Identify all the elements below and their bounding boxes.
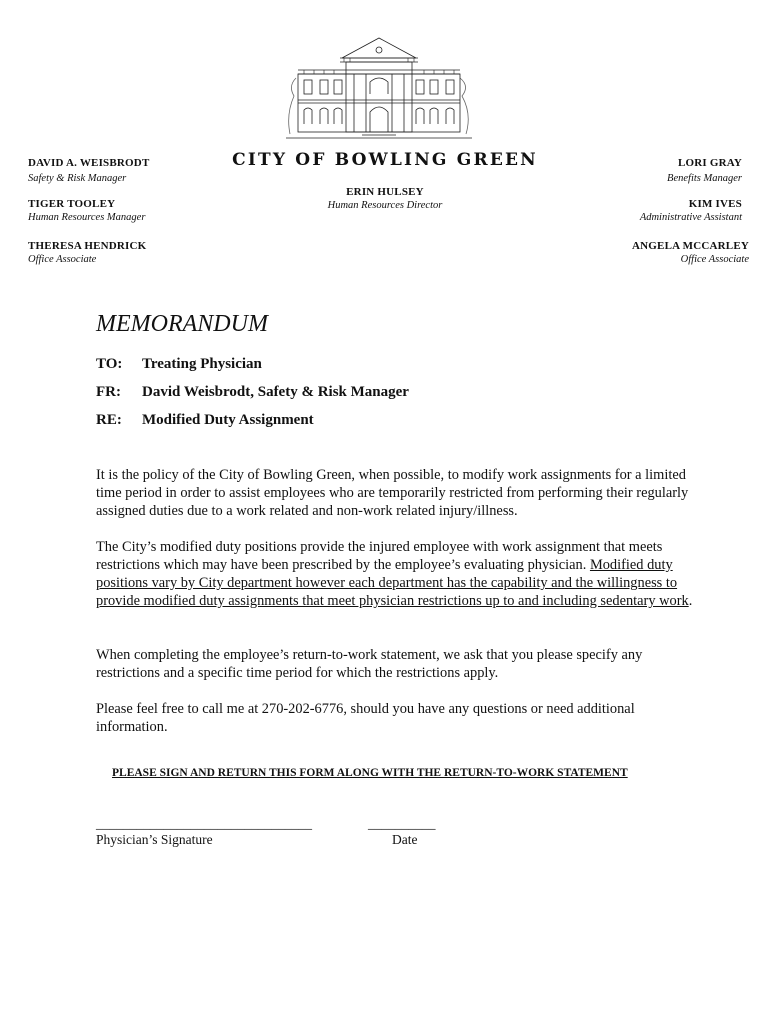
date-label: Date [392, 832, 418, 847]
staff-name-hulsey: ERIN HULSEY [346, 186, 424, 198]
paragraph-policy: It is the policy of the City of Bowling Green, when possible, to modify work assignments for a limited time period in order to assist employees who are temporarily restricted from performing their regularly assigned duties due to a work related and non-work related injury/illness. [96, 467, 689, 519]
paragraph-contact: Please feel free to call me at 270-202-6776, should you have any questions or need additional information. [96, 701, 635, 735]
staff-name-weisbrodt: DAVID A. WEISBRODT [28, 157, 150, 169]
staff-title-tooley: Human Resources Manager [28, 212, 146, 223]
paragraph-modified-duty-end: . [688, 593, 693, 609]
signature-label: Physician’s Signature [96, 832, 213, 847]
staff-name-gray: LORI GRAY [677, 157, 742, 169]
city-hall-logo [284, 34, 474, 142]
staff-name-ives: KIM IVES [688, 198, 742, 210]
city-name: CITY OF BOWLING GREEN [232, 150, 538, 170]
date-line: __________ [368, 816, 436, 831]
sign-return-notice: PLEASE SIGN AND RETURN THIS FORM ALONG WITH THE RETURN-TO-WORK STATEMENT [112, 767, 628, 779]
paragraph-modified-duty-underlined: Modified duty positions vary by City department however each department has the capability and the willingness to provide modified duty assignments that meet physician restrictions up to and including sedentary work [96, 557, 689, 609]
re-value: Modified Duty Assignment [142, 412, 314, 428]
signature-line: ________________________________ [96, 816, 312, 831]
from-label: FR: [96, 384, 121, 400]
from-value: David Weisbrodt, Safety & Risk Manager [142, 384, 409, 400]
paragraph-modified-duty [96, 538, 706, 610]
re-label: RE: [96, 412, 122, 428]
staff-title-gray: Benefits Manager [667, 173, 742, 184]
staff-name-mccarley: ANGELA MCCARLEY [632, 240, 749, 252]
to-label: TO: [96, 356, 123, 372]
staff-title-hulsey: Human Resources Director [327, 200, 443, 211]
staff-title-hendrick: Office Associate [28, 254, 97, 265]
paragraph-return-to-work: When completing the employee’s return-to-work statement, we ask that you please specify any restrictions and a specific time period for which the restrictions apply. [96, 647, 643, 681]
staff-name-hendrick: THERESA HENDRICK [28, 240, 147, 252]
to-value: Treating Physician [142, 356, 262, 372]
paragraph-modified-duty-text: The City’s modified duty positions provide the injured employee with work assignment that meets restrictions which may have been prescribed by the employee’s evaluating physician. [96, 539, 663, 573]
staff-title-mccarley: Office Associate [680, 254, 749, 265]
staff-title-weisbrodt: Safety & Risk Manager [28, 173, 127, 184]
memo-heading: MEMORANDUM [96, 311, 268, 337]
staff-title-ives: Administrative Assistant [639, 212, 742, 223]
staff-name-tooley: TIGER TOOLEY [28, 198, 116, 210]
